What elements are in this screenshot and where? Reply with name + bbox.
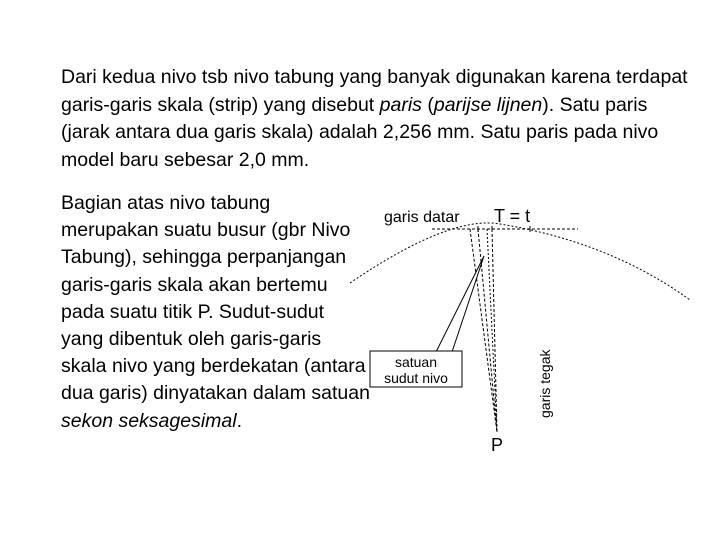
description-text-2: . <box>236 409 243 432</box>
label-sudut-nivo: sudut nivo <box>384 370 448 386</box>
intro-text-1: Dari kedua nivo tsb nivo tabung yang banyak digunakan karena terdapat garis-garis skala (strip) yang disebut <box>61 66 688 116</box>
description-italic-sekon: sekon seksagesimal <box>61 409 237 432</box>
description-text-1: Bagian atas nivo tabung merupakan suatu busur (gbr Nivo Tabung), sehingga perpanjangan garis-garis skala akan bertemu pada suatu titik P. Sudut-sudut yang dibentuk oleh garis-garis skala nivo yang berdekatan (antara dua garis) dinyatakan dalam satuan <box>61 192 370 405</box>
intro-italic-parijse-lijnen: parijse lijnen <box>433 93 543 116</box>
scale-line <box>492 229 497 432</box>
intro-text-3: ). Satu paris (jarak antara dua garis skala) adalah 2,256 mm. Satu paris pada nivo model baru sebesar 2,0 mm. <box>61 93 659 171</box>
callout-pointer <box>436 256 484 352</box>
intro-text-2: ( <box>421 93 434 116</box>
label-t-equals-t: T = t <box>494 206 531 226</box>
intro-italic-paris: paris <box>379 93 422 116</box>
label-satuan: satuan <box>394 354 438 370</box>
label-garis-datar: garis datar <box>384 209 460 226</box>
label-p: P <box>491 435 504 455</box>
tube-arc <box>350 223 690 300</box>
vertical-line <box>487 229 497 432</box>
label-garis-tegak: garis tegak <box>537 349 553 418</box>
